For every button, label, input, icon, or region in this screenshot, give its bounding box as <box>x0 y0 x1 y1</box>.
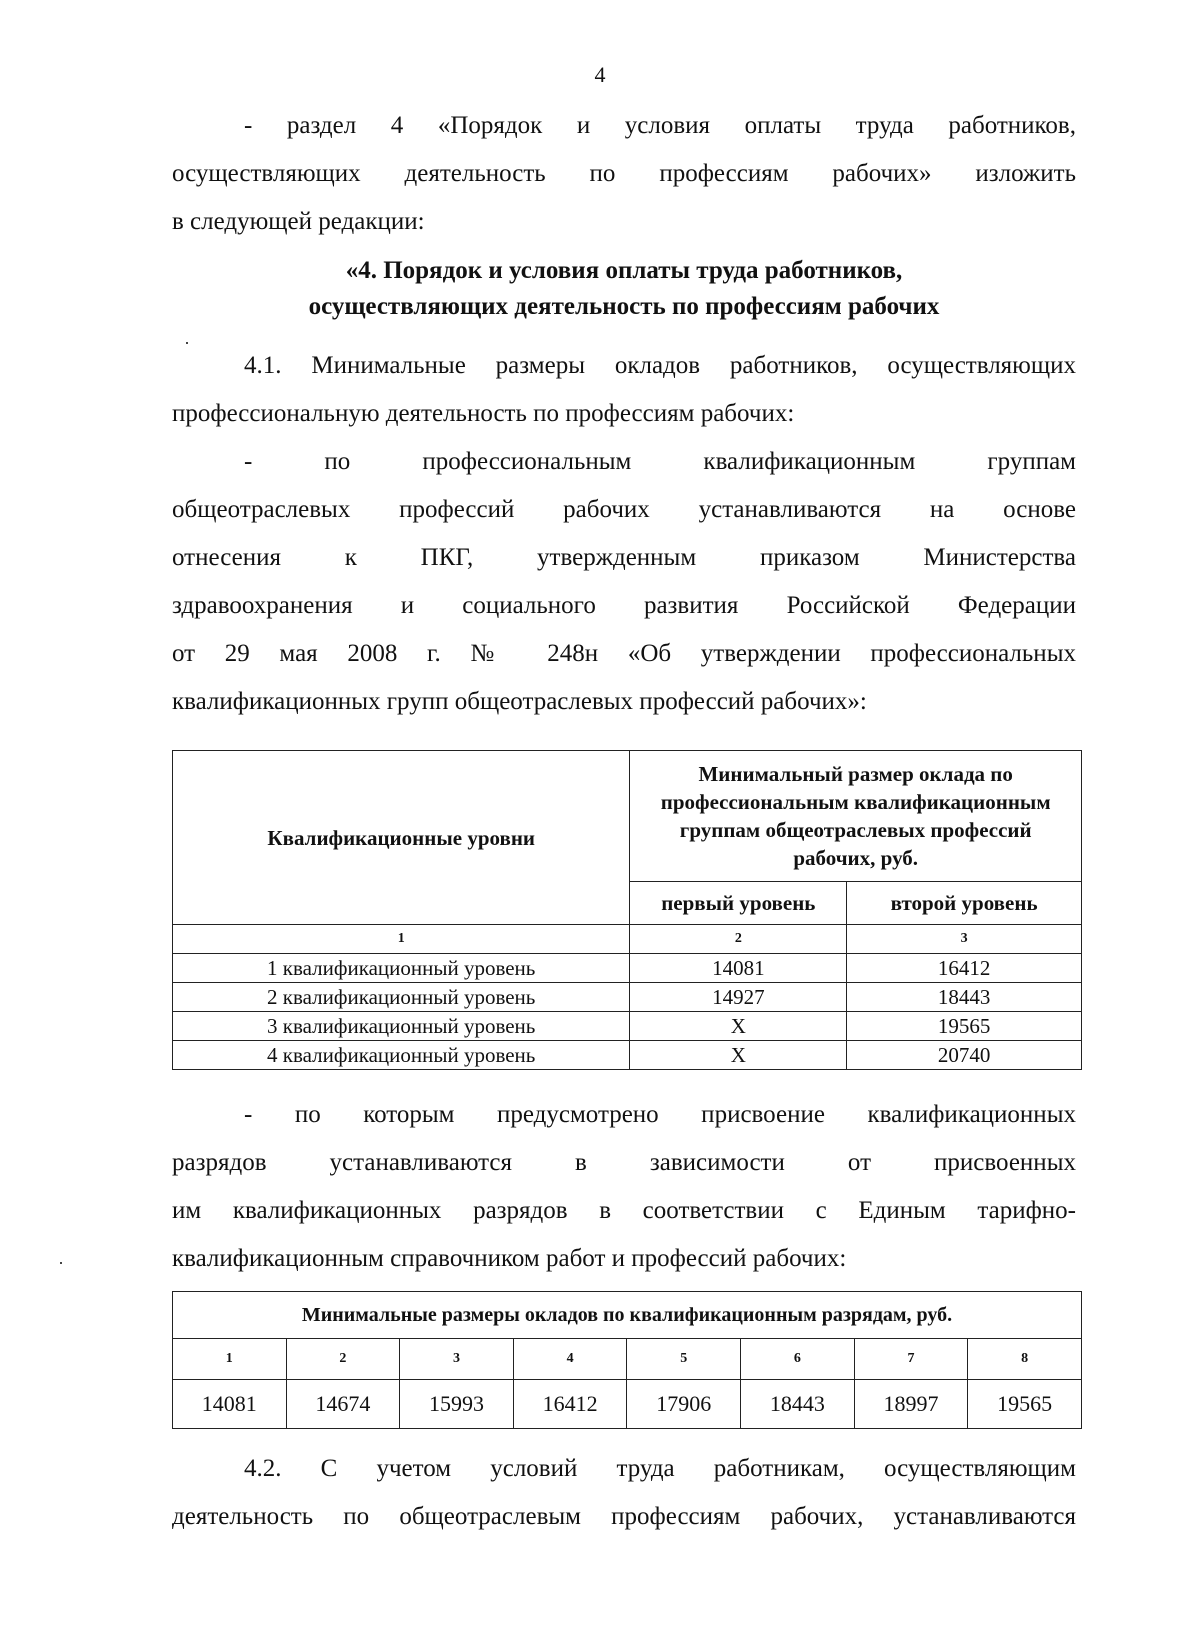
text-line: от 29 мая 2008 г. № 248н «Об утверждении профессиональных <box>172 640 1076 667</box>
rank-number: 5 <box>627 1339 741 1380</box>
section-ranks <box>172 1091 1076 1283</box>
table-row <box>173 1041 1082 1070</box>
column-number: 3 <box>847 925 1082 954</box>
column-number: 1 <box>173 925 630 954</box>
text-line: им квалификационных разрядов в соответствии с Единым тарифно- <box>172 1197 1076 1224</box>
text-line: в следующей редакции: <box>172 208 425 235</box>
value-cell: 14927 <box>630 983 847 1012</box>
rank-value: 14674 <box>286 1380 400 1429</box>
table-title: Минимальные размеры окладов по квалификационным разрядам, руб. <box>173 1292 1082 1339</box>
table-row <box>173 983 1082 1012</box>
rank-value: 17906 <box>627 1380 741 1429</box>
section-heading <box>172 253 1076 325</box>
text-line: - по профессиональным квалификационным группам <box>244 448 1076 475</box>
page-number: 4 <box>594 62 606 87</box>
value-cell: 16412 <box>847 954 1082 983</box>
value-cell: 14081 <box>630 954 847 983</box>
level-cell: 3 квалификационный уровень <box>173 1012 630 1041</box>
text-line: 4.2. С учетом условий труда работникам, осуществляющим <box>244 1455 1076 1482</box>
rank-number: 3 <box>400 1339 514 1380</box>
text-line: квалификационным справочником работ и профессий рабочих: <box>172 1245 847 1272</box>
text-line: разрядов устанавливаются в зависимости от присвоенных <box>172 1149 1076 1176</box>
value-cell: 19565 <box>847 1012 1082 1041</box>
text-line: деятельность по общеотраслевым профессиям рабочих, устанавливаются <box>172 1503 1076 1530</box>
value-cell: X <box>630 1041 847 1070</box>
rank-number: 2 <box>286 1339 400 1380</box>
text-line: профессиональную деятельность по профессиям рабочих: <box>172 400 795 427</box>
text-line: здравоохранения и социального развития Российской Федерации <box>172 592 1076 619</box>
value-cell: 18443 <box>847 983 1082 1012</box>
text-line: отнесения к ПКГ, утвержденным приказом Министерства <box>172 544 1076 571</box>
sub-header-second-level: второй уровень <box>847 882 1082 925</box>
level-cell: 1 квалификационный уровень <box>173 954 630 983</box>
table-row <box>173 954 1082 983</box>
text-line: квалификационных групп общеотраслевых профессий рабочих»: <box>172 688 867 715</box>
rank-value: 19565 <box>968 1380 1082 1429</box>
col-header-salary: Минимальный размер оклада по профессиональным квалификационным группам общеотраслевых профессий рабочих, руб. <box>630 751 1082 882</box>
rank-value: 18997 <box>854 1380 968 1429</box>
sub-header-first-level: первый уровень <box>630 882 847 925</box>
value-cell: X <box>630 1012 847 1041</box>
rank-number: 1 <box>173 1339 287 1380</box>
value-cell: 20740 <box>847 1041 1082 1070</box>
text-line: - по которым предусмотрено присвоение квалификационных <box>244 1101 1076 1128</box>
text-line: общеотраслевых профессий рабочих устанавливаются на основе <box>172 496 1076 523</box>
rank-value: 14081 <box>173 1380 287 1429</box>
level-cell: 4 квалификационный уровень <box>173 1041 630 1070</box>
text-line: - раздел 4 «Порядок и условия оплаты труда работников, <box>244 112 1076 139</box>
text-line: осуществляющих деятельность по профессиям рабочих» изложить <box>172 160 1076 187</box>
rank-value: 18443 <box>741 1380 855 1429</box>
level-cell: 2 квалификационный уровень <box>173 983 630 1012</box>
table-row <box>173 1012 1082 1041</box>
heading-line: осуществляющих деятельность по профессиям рабочих <box>308 293 940 320</box>
scan-speck <box>60 1262 62 1264</box>
qualification-levels-table <box>172 750 1082 1070</box>
rank-number: 6 <box>741 1339 855 1380</box>
rank-value: 15993 <box>400 1380 514 1429</box>
rank-salaries-table <box>172 1291 1082 1429</box>
column-number: 2 <box>630 925 847 954</box>
heading-line: «4. Порядок и условия оплаты труда работников, <box>345 257 903 284</box>
section-4-2 <box>172 1445 1076 1541</box>
rank-number: 4 <box>513 1339 627 1380</box>
intro-paragraph <box>172 102 1076 246</box>
rank-value: 16412 <box>513 1380 627 1429</box>
col-header-levels: Квалификационные уровни <box>173 751 630 925</box>
section-4-1 <box>172 342 1076 726</box>
rank-number: 8 <box>968 1339 1082 1380</box>
rank-number: 7 <box>854 1339 968 1380</box>
text-line: 4.1. Минимальные размеры окладов работников, осуществляющих <box>244 352 1076 379</box>
